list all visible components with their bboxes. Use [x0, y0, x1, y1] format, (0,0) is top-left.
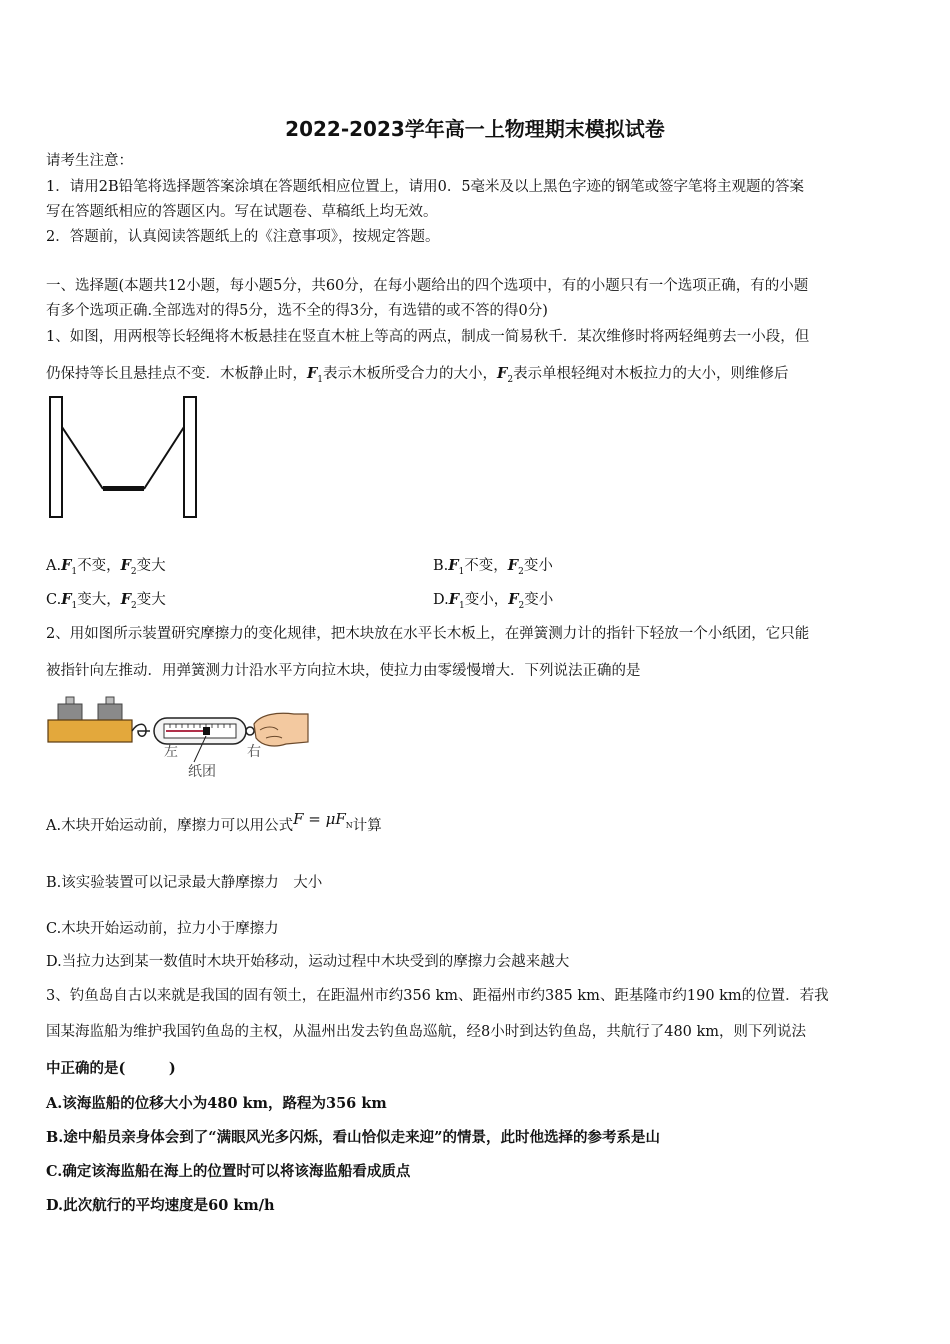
q1-sub-1: 1: [317, 374, 324, 385]
page-title: 2022-2023学年高一上物理期末模拟试卷: [285, 117, 665, 141]
fig-label-right: 右: [247, 744, 261, 760]
fig-label-paper: 纸团: [188, 764, 216, 780]
q1-text-c: 表示单根轻绳对木板拉力的大小，则维修后: [513, 366, 789, 382]
notice-line-3: 2．答题前，认真阅读答题纸上的《注意事项》，按规定答题。: [46, 229, 440, 245]
q2-option-b[interactable]: B.该实验装置可以记录最大静摩擦力 大小: [46, 875, 323, 891]
q3-stem-line-1: 3、钓鱼岛自古以来就是我国的固有领土，在距温州市约356 km、距福州市约385 km、距基隆市约190 km的位置．若我: [46, 988, 829, 1004]
section-header-line-2: 有多个选项正确.全部选对的得5分，选不全的得3分，有选错的或不答的得0分): [46, 303, 548, 319]
q3-stem-line-3: 中正确的是( ): [46, 1060, 176, 1077]
q1-option-a[interactable]: $A.F_1$不变，$F_2$变大: [46, 557, 166, 577]
q2-option-d[interactable]: D.当拉力达到某一数值时木块开始移动，运动过程中木块受到的摩擦力会越来越大: [46, 954, 570, 970]
q3-option-b[interactable]: B.途中船员亲身体会到了“满眼风光多闪烁，看山恰似走来迎”的情景，此时他选择的参考系是山: [46, 1129, 660, 1146]
section-header-line-1: 一、选择题(本题共12小题，每小题5分，共60分，在每小题给出的四个选项中，有的小题只有一个选项正确，有的小题: [46, 278, 809, 294]
q1-option-b[interactable]: $B.F_1$不变，$F_2$变小: [433, 557, 553, 577]
fig-label-left: 左: [164, 744, 178, 760]
swing-figure: [46, 393, 202, 521]
friction-formula: $F = \mu F_N$: [293, 810, 353, 830]
q1-var-f2: F: [497, 365, 508, 382]
q1-stem-line-1: 1、如图，用两根等长轻绳将木板悬挂在竖直木桩上等高的两点，制成一简易秋千．某次维修时将两轻绳剪去一小段，但: [46, 329, 810, 345]
q3-option-c[interactable]: C.确定该海监船在海上的位置时可以将该海监船看成质点: [46, 1163, 411, 1180]
q1-text-b: 表示木板所受合力的大小，: [323, 366, 498, 382]
notice-heading: 请考生注意：: [46, 153, 133, 169]
spring-scale-figure: [46, 692, 310, 782]
q2-option-c[interactable]: C.木块开始运动前，拉力小于摩擦力: [46, 921, 279, 937]
notice-line-2: 写在答题纸相应的答题区内。写在试题卷、草稿纸上均无效。: [46, 204, 438, 220]
notice-line-1: 1．请用2B铅笔将选择题答案涂填在答题纸相应位置上，请用0．5毫米及以上黑色字迹的钢笔或签字笔将主观题的答案: [46, 179, 805, 195]
q1-text-a: 仍保持等长且悬挂点不变．木板静止时，: [46, 366, 307, 382]
q1-stem-line-2: [46, 364, 906, 390]
q1-option-d[interactable]: $D.F_1$变小，$F_2$变小: [433, 591, 554, 611]
q1-option-c[interactable]: $C.F_1$变大，$F_2$变大: [46, 591, 166, 611]
q2-stem-line-2: 被指针向左推动．用弹簧测力计沿水平方向拉木块，使拉力由零缓慢增大．下列说法正确的是: [46, 663, 641, 679]
q3-option-a[interactable]: A.该海监船的位移大小为480 km，路程为356 km: [46, 1095, 387, 1112]
q2-option-a[interactable]: A.木块开始运动前，摩擦力可以用公式$F = \mu F_N$计算: [46, 810, 382, 834]
q3-stem-line-2: 国某海监船为维护我国钓鱼岛的主权，从温州出发去钓鱼岛巡航，经8小时到达钓鱼岛，共航行了480 km，则下列说法: [46, 1024, 807, 1040]
q1-sub-2: 2: [507, 374, 514, 385]
q2-stem-line-1: 2、用如图所示装置研究摩擦力的变化规律，把木块放在水平长木板上，在弹簧测力计的指针下轻放一个小纸团，它只能: [46, 626, 810, 642]
q1-var-f1: F: [307, 365, 318, 382]
q3-option-d[interactable]: D.此次航行的平均速度是60 km/h: [46, 1197, 275, 1214]
